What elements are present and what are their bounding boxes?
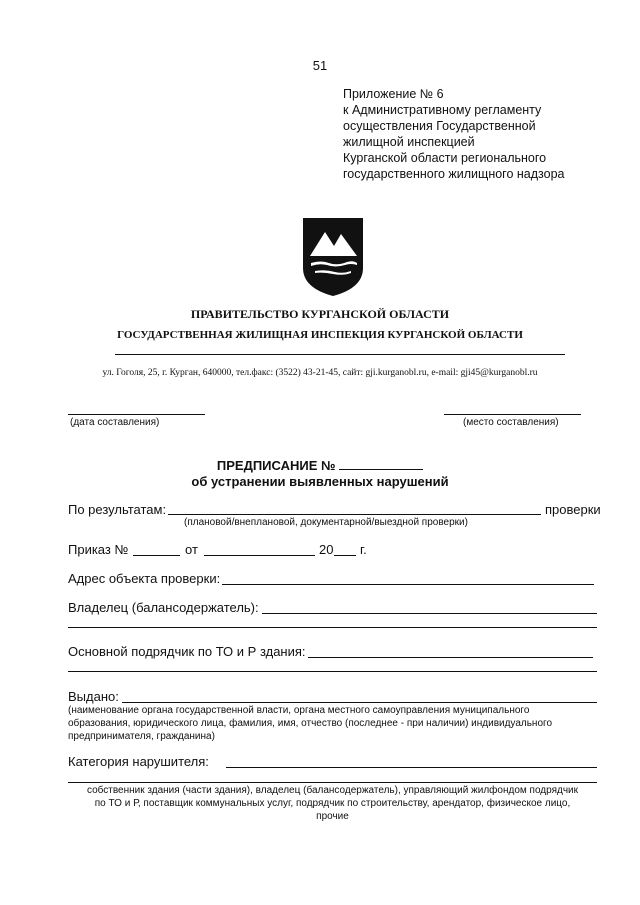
contractor-label: Основной подрядчик по ТО и Р здания:	[68, 644, 306, 659]
category-hint-line: собственник здания (части здания), владелец (балансодержатель), управляющий жилфондом подрядчик	[86, 785, 578, 796]
results-suffix: проверки	[545, 502, 601, 517]
coat-of-arms-icon	[301, 216, 365, 298]
owner-label: Владелец (балансодержатель):	[68, 600, 259, 615]
order-date-field[interactable]	[204, 555, 315, 556]
appendix-line: осуществления Государственной	[343, 119, 536, 133]
appendix-line: к Административному регламенту	[343, 103, 542, 117]
date-label: (дата составления)	[70, 417, 160, 428]
title-number-field[interactable]	[339, 459, 423, 470]
issued-label: Выдано:	[68, 689, 119, 704]
order-from: от	[185, 542, 198, 557]
document-title	[0, 458, 640, 473]
appendix-line: Курганской области регионального	[343, 151, 547, 165]
category-field-line[interactable]	[226, 767, 597, 768]
category-hint-line: по ТО и Р, поставщик коммунальных услуг, подрядчик по строительству, арендатор, физическое лицо,	[94, 798, 571, 809]
place-label: (место составления)	[463, 417, 559, 428]
order-year-suffix: г.	[360, 542, 367, 557]
issued-hint	[68, 704, 552, 743]
header-divider	[115, 354, 565, 355]
org-subdivision: ГОСУДАРСТВЕННАЯ ЖИЛИЩНАЯ ИНСПЕКЦИЯ КУРГАНСКОЙ ОБЛАСТИ	[117, 329, 523, 341]
issued-hint-line: образования, юридического лица, фамилия, имя, отчество (последнее - при наличии) индивидуального	[68, 718, 553, 729]
org-address: ул. Гоголя, 25, г. Курган, 640000, тел.факс: (3522) 43-21-45, сайт: gji.kurganobl.ru, e-mail: gji45@kurganobl.ru	[102, 368, 538, 378]
category-field-line-2[interactable]	[68, 782, 597, 783]
object-address-label: Адрес объекта проверки:	[68, 571, 221, 586]
owner-field-line-2[interactable]	[68, 627, 597, 628]
results-field-line[interactable]	[168, 514, 541, 515]
order-year-field[interactable]	[334, 555, 356, 556]
contractor-field-line-2[interactable]	[68, 671, 597, 672]
appendix-line: государственного жилищного надзора	[343, 167, 565, 181]
results-label: По результатам:	[68, 502, 167, 517]
owner-field-line[interactable]	[262, 613, 597, 614]
org-name: ПРАВИТЕЛЬСТВО КУРГАНСКОЙ ОБЛАСТИ	[190, 307, 450, 321]
object-address-field[interactable]	[222, 584, 594, 585]
results-hint: (плановой/внеплановой, документарной/выездной проверки)	[184, 517, 468, 528]
issued-field-line[interactable]	[122, 702, 597, 703]
category-hint	[68, 784, 597, 823]
order-number-field[interactable]	[133, 555, 180, 556]
date-field-line[interactable]	[68, 414, 205, 415]
document-subtitle: об устранении выявленных нарушений	[191, 474, 449, 489]
category-label: Категория нарушителя:	[68, 754, 209, 769]
issued-hint-line: (наименование органа государственной власти, органа местного самоуправления муниципального	[68, 705, 530, 716]
appendix-line: Приложение № 6	[343, 87, 444, 101]
order-label: Приказ №	[68, 542, 129, 557]
appendix-note	[343, 86, 564, 182]
title-text: ПРЕДПИСАНИЕ №	[216, 458, 336, 473]
appendix-line: жилищной инспекцией	[343, 135, 475, 149]
contractor-field-line[interactable]	[308, 657, 593, 658]
place-field-line[interactable]	[444, 414, 581, 415]
category-hint-line: прочие	[316, 811, 349, 822]
order-year: 20	[319, 542, 334, 557]
issued-hint-line: предпринимателя, гражданина)	[68, 731, 215, 742]
page-number: 51	[312, 58, 328, 73]
